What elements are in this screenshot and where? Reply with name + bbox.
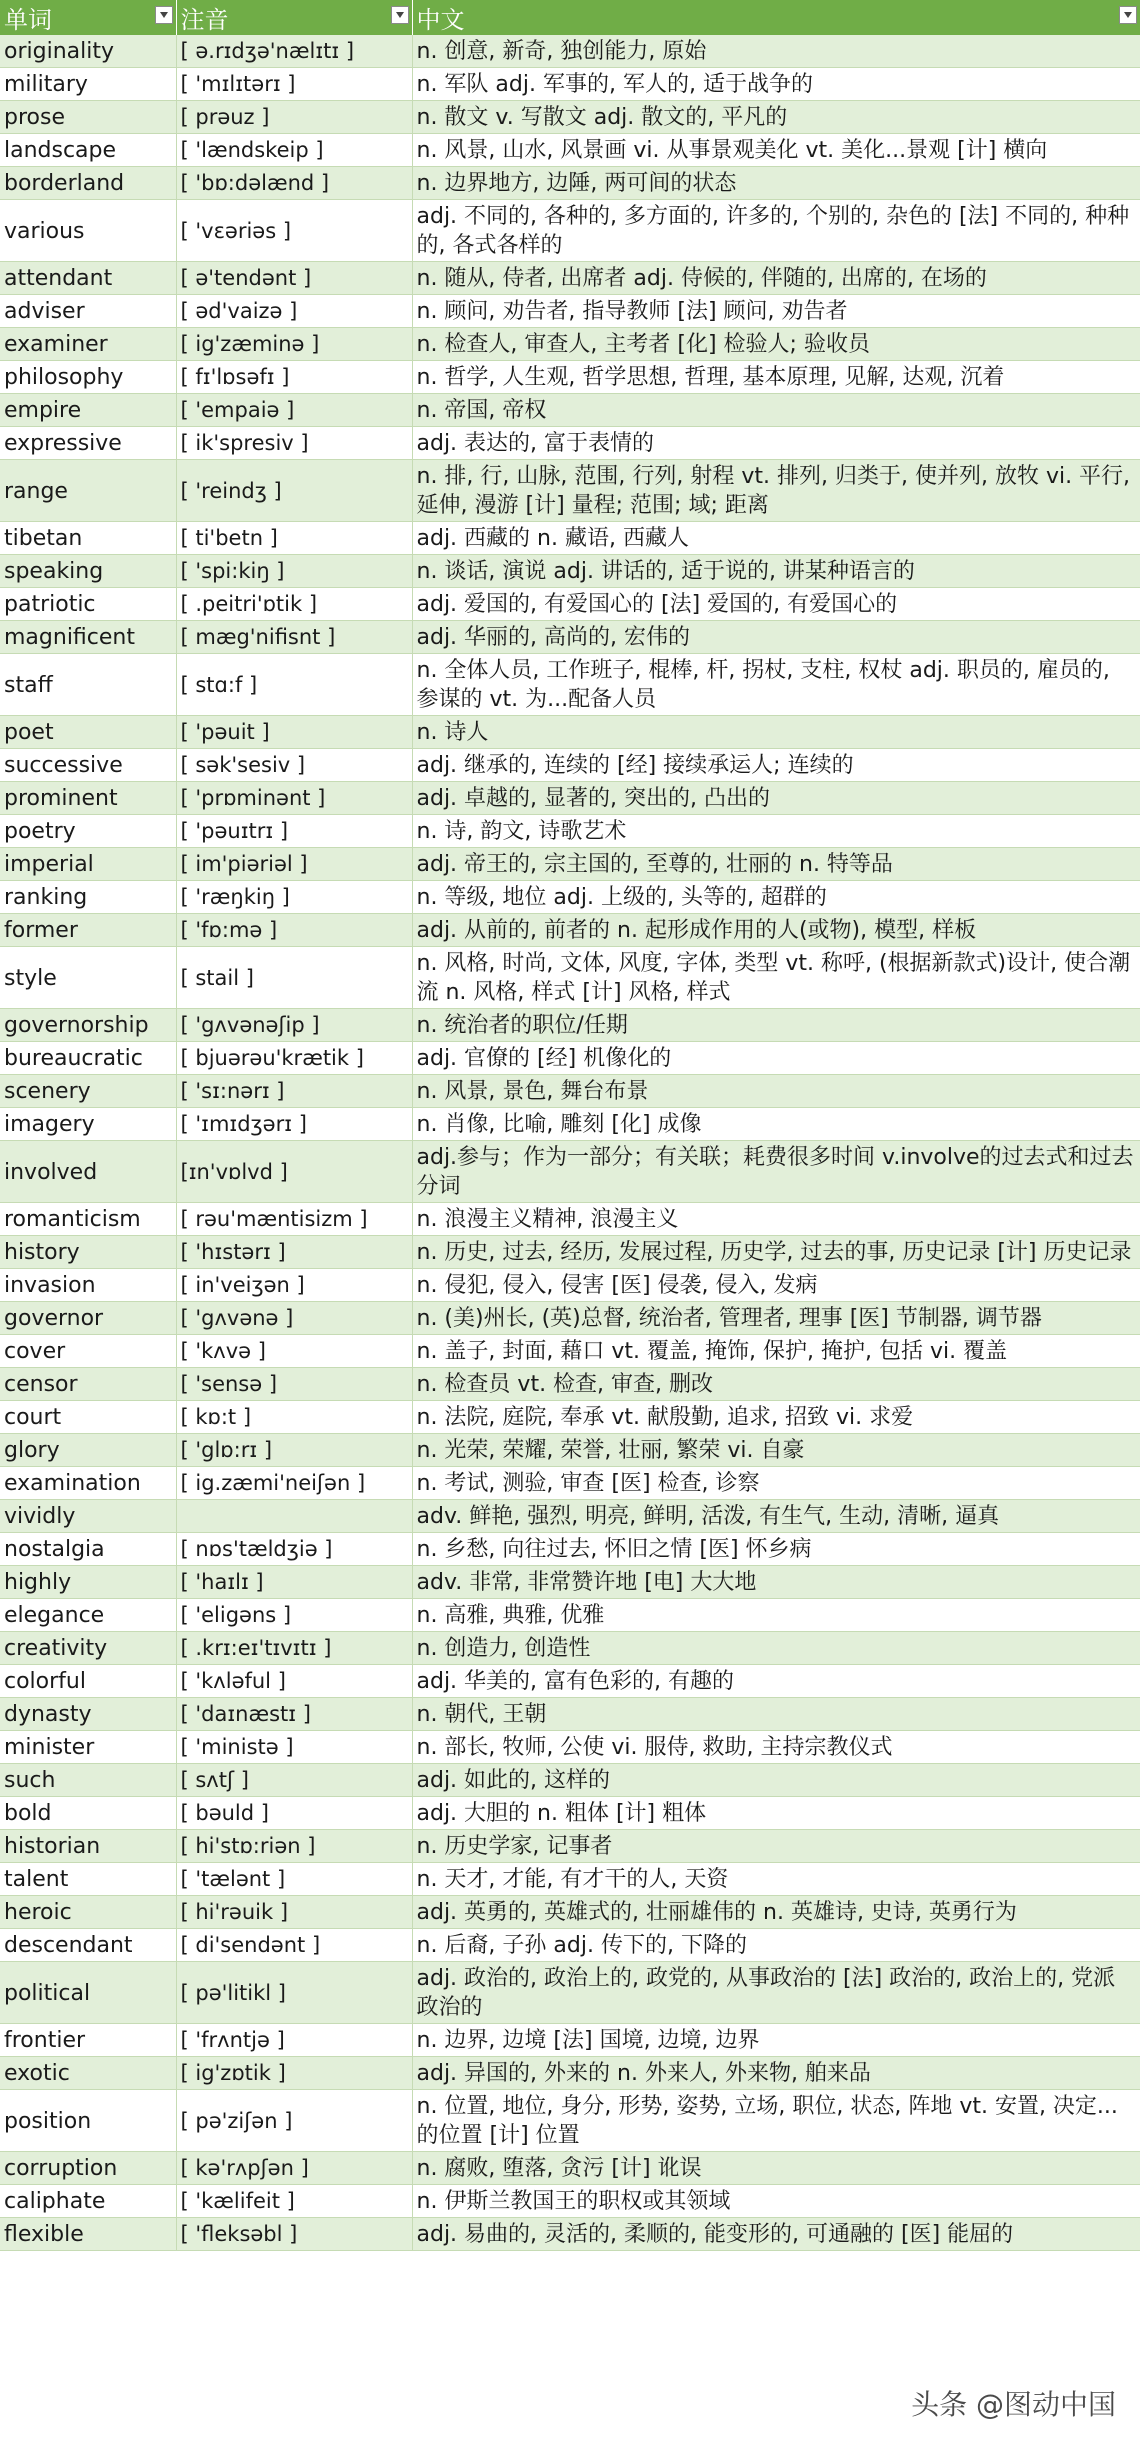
table-row [0,35,1140,68]
cell-word[interactable]: various [0,200,176,262]
cell-word[interactable]: frontier [0,2024,176,2057]
table-row [0,1533,1140,1566]
cell-pronunciation[interactable]: [ bəuld ] [176,1797,412,1830]
table-row [0,1368,1140,1401]
cell-meaning[interactable]: n. 军队 adj. 军事的, 军人的, 适于战争的 [412,68,1140,101]
cell-meaning[interactable]: adj. 不同的, 各种的, 多方面的, 许多的, 个别的, 杂色的 [法] 不同的, 种种的, 各式各样的 [412,200,1140,262]
table-row [0,394,1140,427]
table-row [0,1797,1140,1830]
table-row [0,1236,1140,1269]
table-row [0,134,1140,167]
cell-word[interactable]: elegance [0,1599,176,1632]
cell-word[interactable]: prose [0,101,176,134]
cell-pronunciation[interactable]: [ 'fleksəbl ] [176,2218,412,2251]
cell-word[interactable]: invasion [0,1269,176,1302]
cell-pronunciation[interactable]: [ 'prɒminənt ] [176,782,412,815]
cell-pronunciation[interactable]: [ sək'sesiv ] [176,749,412,782]
cell-meaning[interactable]: n. 风景, 景色, 舞台布景 [412,1075,1140,1108]
cell-word[interactable]: involved [0,1141,176,1203]
table-row [0,295,1140,328]
cell-word[interactable]: philosophy [0,361,176,394]
cell-pronunciation[interactable]: [ ə'tendənt ] [176,262,412,295]
cell-meaning[interactable]: adj. 帝王的, 宗主国的, 至尊的, 壮丽的 n. 特等品 [412,848,1140,881]
cell-word[interactable]: borderland [0,167,176,200]
cell-meaning[interactable]: n. 创造力, 创造性 [412,1632,1140,1665]
cell-meaning[interactable]: n. 高雅, 典雅, 优雅 [412,1599,1140,1632]
filter-dropdown-icon[interactable] [391,6,409,24]
filter-dropdown-icon[interactable] [1119,6,1137,24]
cell-pronunciation[interactable] [176,1500,412,1533]
cell-pronunciation[interactable]: [ .peitri'ɒtik ] [176,588,412,621]
table-row [0,2057,1140,2090]
cell-meaning[interactable]: n. 腐败, 堕落, 贪污 [计] 讹误 [412,2152,1140,2185]
table-row [0,1698,1140,1731]
cell-meaning[interactable]: n. 天才, 才能, 有才干的人, 天资 [412,1863,1140,1896]
cell-meaning[interactable]: n. 朝代, 王朝 [412,1698,1140,1731]
cell-word[interactable]: nostalgia [0,1533,176,1566]
cell-pronunciation[interactable]: [ 'spi:kiŋ ] [176,555,412,588]
cell-pronunciation[interactable]: [ 'sensə ] [176,1368,412,1401]
cell-word[interactable]: romanticism [0,1203,176,1236]
cell-meaning[interactable]: adj. 卓越的, 显著的, 突出的, 凸出的 [412,782,1140,815]
cell-pronunciation[interactable]: [ ti'betn ] [176,522,412,555]
cell-meaning[interactable]: n. 浪漫主义精神, 浪漫主义 [412,1203,1140,1236]
cell-pronunciation[interactable]: [ ig'zɒtik ] [176,2057,412,2090]
cell-meaning[interactable]: adj.参与；作为一部分；有关联；耗费很多时间 v.involve的过去式和过去分词 [412,1141,1140,1203]
cell-word[interactable]: dynasty [0,1698,176,1731]
cell-word[interactable]: style [0,947,176,1009]
cell-word[interactable]: talent [0,1863,176,1896]
cell-word[interactable]: speaking [0,555,176,588]
cell-word[interactable]: magnificent [0,621,176,654]
cell-pronunciation[interactable]: [ 'haɪlɪ ] [176,1566,412,1599]
cell-word[interactable]: historian [0,1830,176,1863]
table-row [0,1731,1140,1764]
table-row [0,2218,1140,2251]
cell-meaning[interactable]: n. 考试, 测验, 审查 [医] 检查, 诊察 [412,1467,1140,1500]
cell-meaning[interactable]: adj. 大胆的 n. 粗体 [计] 粗体 [412,1797,1140,1830]
cell-word[interactable]: highly [0,1566,176,1599]
cell-word[interactable]: corruption [0,2152,176,2185]
cell-pronunciation[interactable]: [ 'lændskeip ] [176,134,412,167]
cell-word[interactable]: colorful [0,1665,176,1698]
cell-word[interactable]: poet [0,716,176,749]
table-row [0,1042,1140,1075]
cell-meaning[interactable]: n. 检查员 vt. 检查, 审查, 删改 [412,1368,1140,1401]
header-word [0,0,176,35]
cell-meaning[interactable]: n. 侵犯, 侵入, 侵害 [医] 侵袭, 侵入, 发病 [412,1269,1140,1302]
cell-meaning[interactable]: n. 历史学家, 记事者 [412,1830,1140,1863]
cell-pronunciation[interactable]: [ 'glɒ:rɪ ] [176,1434,412,1467]
cell-word[interactable]: military [0,68,176,101]
cell-pronunciation[interactable]: [ kə'rʌpʃən ] [176,2152,412,2185]
cell-word[interactable]: flexible [0,2218,176,2251]
cell-pronunciation[interactable]: [ ig.zæmi'neiʃən ] [176,1467,412,1500]
table-body [0,35,1140,2251]
cell-pronunciation[interactable]: [ 'sɪ:nərɪ ] [176,1075,412,1108]
cell-pronunciation[interactable]: [ hi'stɒ:riən ] [176,1830,412,1863]
cell-meaning[interactable]: n. 统治者的职位/任期 [412,1009,1140,1042]
cell-pronunciation[interactable]: [ 'vɛəriəs ] [176,200,412,262]
cell-word[interactable]: expressive [0,427,176,460]
cell-pronunciation[interactable]: [ 'eligəns ] [176,1599,412,1632]
cell-word[interactable]: court [0,1401,176,1434]
cell-meaning[interactable]: n. 法院, 庭院, 奉承 vt. 献殷勤, 追求, 招致 vi. 求爱 [412,1401,1140,1434]
cell-word[interactable]: censor [0,1368,176,1401]
cell-pronunciation[interactable]: [ 'kʌləful ] [176,1665,412,1698]
cell-word[interactable]: such [0,1764,176,1797]
cell-word[interactable]: empire [0,394,176,427]
cell-meaning[interactable]: adj. 华美的, 富有色彩的, 有趣的 [412,1665,1140,1698]
cell-pronunciation[interactable]: [ 'gʌvənəʃip ] [176,1009,412,1042]
table-row [0,460,1140,522]
cell-word[interactable]: caliphate [0,2185,176,2218]
cell-meaning[interactable]: n. 光荣, 荣耀, 荣誉, 壮丽, 繁荣 vi. 自豪 [412,1434,1140,1467]
table-row [0,848,1140,881]
cell-pronunciation[interactable]: [ ig'zæminə ] [176,328,412,361]
cell-pronunciation[interactable]: [ sʌtʃ ] [176,1764,412,1797]
cell-pronunciation[interactable]: [ 'hɪstərɪ ] [176,1236,412,1269]
table-row [0,1009,1140,1042]
table-row [0,815,1140,848]
cell-meaning[interactable]: adj. 表达的, 富于表情的 [412,427,1140,460]
cell-pronunciation[interactable]: [ 'tælənt ] [176,1863,412,1896]
cell-meaning[interactable]: adj. 爱国的, 有爱国心的 [法] 爱国的, 有爱国心的 [412,588,1140,621]
table-row [0,1141,1140,1203]
cell-word[interactable]: originality [0,35,176,68]
cell-pronunciation[interactable]: [ 'kælifeit ] [176,2185,412,2218]
cell-pronunciation[interactable]: [ di'sendənt ] [176,1929,412,1962]
cell-meaning[interactable]: adj. 异国的, 外来的 n. 外来人, 外来物, 舶来品 [412,2057,1140,2090]
cell-pronunciation[interactable]: [ɪn'vɒlvd ] [176,1141,412,1203]
table-row [0,361,1140,394]
cell-word[interactable]: scenery [0,1075,176,1108]
cell-word[interactable]: bold [0,1797,176,1830]
cell-meaning[interactable]: n. 排, 行, 山脉, 范围, 行列, 射程 vt. 排列, 归类于, 使并列, 放牧 vi. 平行, 延伸, 漫游 [计] 量程; 范围; 域; 距离 [412,460,1140,522]
cell-word[interactable]: tibetan [0,522,176,555]
cell-pronunciation[interactable]: [ 'ræŋkiŋ ] [176,881,412,914]
cell-pronunciation[interactable]: [ 'bɒ:dəlænd ] [176,167,412,200]
table-row [0,262,1140,295]
cell-meaning[interactable]: n. 散文 v. 写散文 adj. 散文的, 平凡的 [412,101,1140,134]
table-row [0,555,1140,588]
cell-word[interactable]: imperial [0,848,176,881]
cell-pronunciation[interactable]: [ pə'litikl ] [176,1962,412,2024]
cell-meaning[interactable]: n. 创意, 新奇, 独创能力, 原始 [412,35,1140,68]
table-row [0,716,1140,749]
table-row [0,914,1140,947]
cell-meaning[interactable]: n. 边界地方, 边陲, 两可间的状态 [412,167,1140,200]
cell-pronunciation[interactable]: [ 'frʌntjə ] [176,2024,412,2057]
table-row [0,1467,1140,1500]
table-row [0,1863,1140,1896]
table-row [0,167,1140,200]
filter-dropdown-icon[interactable] [155,6,173,24]
cell-word[interactable]: vividly [0,1500,176,1533]
cell-meaning[interactable]: adj. 官僚的 [经] 机像化的 [412,1042,1140,1075]
cell-meaning[interactable]: n. 盖子, 封面, 藉口 vt. 覆盖, 掩饰, 保护, 掩护, 包括 vi. 覆盖 [412,1335,1140,1368]
cell-word[interactable]: exotic [0,2057,176,2090]
header-meaning [412,0,1140,35]
cell-word[interactable]: history [0,1236,176,1269]
cell-meaning[interactable]: n. 部长, 牧师, 公使 vi. 服侍, 救助, 主持宗教仪式 [412,1731,1140,1764]
table-row [0,427,1140,460]
cell-meaning[interactable]: adj. 英勇的, 英雄式的, 壮丽雄伟的 n. 英雄诗, 史诗, 英勇行为 [412,1896,1140,1929]
cell-pronunciation[interactable]: [ ə.rɪdʒə'nælɪtɪ ] [176,35,412,68]
cell-meaning[interactable]: adj. 从前的, 前者的 n. 起形成作用的人(或物), 模型, 样板 [412,914,1140,947]
cell-pronunciation[interactable]: [ 'daɪnæstɪ ] [176,1698,412,1731]
table-row [0,881,1140,914]
table-row [0,1830,1140,1863]
cell-word[interactable]: examination [0,1467,176,1500]
cell-meaning[interactable]: n. 肖像, 比喻, 雕刻 [化] 成像 [412,1108,1140,1141]
cell-word[interactable]: range [0,460,176,522]
cell-word[interactable]: examiner [0,328,176,361]
cell-pronunciation[interactable]: [ pə'ziʃən ] [176,2090,412,2152]
cell-pronunciation[interactable]: [ stɑ:f ] [176,654,412,716]
cell-meaning[interactable]: n. 谈话, 演说 adj. 讲话的, 适于说的, 讲某种语言的 [412,555,1140,588]
cell-word[interactable]: minister [0,1731,176,1764]
header-pronunciation-label: 注音 [180,6,229,34]
cell-meaning[interactable]: n. 伊斯兰教国王的职权或其领域 [412,2185,1140,2218]
table-row [0,1632,1140,1665]
cell-meaning[interactable]: adj. 如此的, 这样的 [412,1764,1140,1797]
cell-meaning[interactable]: n. 顾问, 劝告者, 指导教师 [法] 顾问, 劝告者 [412,295,1140,328]
cell-meaning[interactable]: n. 帝国, 帝权 [412,394,1140,427]
cell-word[interactable]: attendant [0,262,176,295]
table-row [0,1108,1140,1141]
table-row [0,1500,1140,1533]
cell-meaning[interactable]: n. 全体人员, 工作班子, 棍棒, 杆, 拐杖, 支柱, 权杖 adj. 职员的, 雇员的, 参谋的 vt. 为...配备人员 [412,654,1140,716]
table-row [0,1203,1140,1236]
table-row [0,947,1140,1009]
table-row [0,328,1140,361]
cell-pronunciation[interactable]: [ rəu'mæntisizm ] [176,1203,412,1236]
header-word-label: 单词 [4,6,52,34]
cell-pronunciation[interactable]: [ əd'vaizə ] [176,295,412,328]
cell-pronunciation[interactable]: [ 'pəuit ] [176,716,412,749]
cell-word[interactable]: bureaucratic [0,1042,176,1075]
table-row [0,1335,1140,1368]
table-row [0,1269,1140,1302]
table-row [0,1962,1140,2024]
cell-word[interactable]: glory [0,1434,176,1467]
cell-pronunciation[interactable]: [ 'reindʒ ] [176,460,412,522]
cell-meaning[interactable]: n. 诗, 韵文, 诗歌艺术 [412,815,1140,848]
cell-meaning[interactable]: n. 诗人 [412,716,1140,749]
cell-pronunciation[interactable]: [ 'ɪmɪdʒərɪ ] [176,1108,412,1141]
cell-pronunciation[interactable]: [ in'veiʒən ] [176,1269,412,1302]
cell-pronunciation[interactable]: [ fɪ'lɒsəfɪ ] [176,361,412,394]
cell-word[interactable]: prominent [0,782,176,815]
cell-pronunciation[interactable]: [ mæg'nifisnt ] [176,621,412,654]
cell-word[interactable]: cover [0,1335,176,1368]
cell-meaning[interactable]: n. 位置, 地位, 身分, 形势, 姿势, 立场, 职位, 状态, 阵地 vt. 安置, 决定...的位置 [计] 位置 [412,2090,1140,2152]
table-row [0,2152,1140,2185]
cell-word[interactable]: poetry [0,815,176,848]
cell-pronunciation[interactable]: [ 'ministə ] [176,1731,412,1764]
cell-pronunciation[interactable]: [ 'mɪlɪtərɪ ] [176,68,412,101]
cell-meaning[interactable]: adj. 政治的, 政治上的, 政党的, 从事政治的 [法] 政治的, 政治上的, 党派政治的 [412,1962,1140,2024]
cell-word[interactable]: creativity [0,1632,176,1665]
cell-meaning[interactable]: n. 哲学, 人生观, 哲学思想, 哲理, 基本原理, 见解, 达观, 沉着 [412,361,1140,394]
table-row [0,749,1140,782]
cell-pronunciation[interactable]: [ 'pəuɪtrɪ ] [176,815,412,848]
cell-word[interactable]: descendant [0,1929,176,1962]
cell-pronunciation[interactable]: [ ik'spresiv ] [176,427,412,460]
cell-pronunciation[interactable]: [ bjuərəu'krætik ] [176,1042,412,1075]
cell-meaning[interactable]: n. 等级, 地位 adj. 上级的, 头等的, 超群的 [412,881,1140,914]
cell-meaning[interactable]: adv. 非常, 非常赞许地 [电] 大大地 [412,1566,1140,1599]
cell-pronunciation[interactable]: [ 'fɒ:mə ] [176,914,412,947]
cell-pronunciation[interactable]: [ 'empaiə ] [176,394,412,427]
cell-word[interactable]: position [0,2090,176,2152]
header-meaning-label: 中文 [416,6,465,34]
table-row [0,588,1140,621]
cell-pronunciation[interactable]: [ 'kʌvə ] [176,1335,412,1368]
cell-word[interactable]: imagery [0,1108,176,1141]
table-row [0,522,1140,555]
cell-meaning[interactable]: n. 历史, 过去, 经历, 发展过程, 历史学, 过去的事, 历史记录 [计] 历史记录 [412,1236,1140,1269]
cell-meaning[interactable]: n. 边界, 边境 [法] 国境, 边境, 边界 [412,2024,1140,2057]
cell-word[interactable]: governorship [0,1009,176,1042]
cell-word[interactable]: ranking [0,881,176,914]
cell-word[interactable]: heroic [0,1896,176,1929]
header-row [0,0,1140,35]
table-row [0,1075,1140,1108]
watermark: 头条 @图动中国 [911,2388,1116,2421]
table-row [0,2185,1140,2218]
cell-meaning[interactable]: n. 风格, 时尚, 文体, 风度, 字体, 类型 vt. 称呼, (根据新款式)设计, 使合潮流 n. 风格, 样式 [计] 风格, 样式 [412,947,1140,1009]
cell-meaning[interactable]: n. 随从, 侍者, 出席者 adj. 侍候的, 伴随的, 出席的, 在场的 [412,262,1140,295]
cell-pronunciation[interactable]: [ nɒs'tældʒiə ] [176,1533,412,1566]
table-row [0,1764,1140,1797]
table-row [0,101,1140,134]
table-row [0,1665,1140,1698]
header-pronunciation [176,0,412,35]
table-row [0,200,1140,262]
cell-word[interactable]: landscape [0,134,176,167]
cell-meaning[interactable]: adj. 西藏的 n. 藏语, 西藏人 [412,522,1140,555]
cell-pronunciation[interactable]: [ hi'rəuik ] [176,1896,412,1929]
cell-pronunciation[interactable]: [ .krɪ:eɪ'tɪvɪtɪ ] [176,1632,412,1665]
cell-word[interactable]: governor [0,1302,176,1335]
cell-word[interactable]: staff [0,654,176,716]
table-row [0,1401,1140,1434]
table-row [0,654,1140,716]
cell-word[interactable]: successive [0,749,176,782]
cell-meaning[interactable]: adj. 华丽的, 高尚的, 宏伟的 [412,621,1140,654]
cell-pronunciation[interactable]: [ kɒ:t ] [176,1401,412,1434]
cell-meaning[interactable]: adv. 鲜艳, 强烈, 明亮, 鲜明, 活泼, 有生气, 生动, 清晰, 逼真 [412,1500,1140,1533]
table-row [0,1896,1140,1929]
cell-word[interactable]: former [0,914,176,947]
table-row [0,1302,1140,1335]
table-row [0,1599,1140,1632]
cell-meaning[interactable]: adj. 易曲的, 灵活的, 柔顺的, 能变形的, 可通融的 [医] 能屈的 [412,2218,1140,2251]
cell-meaning[interactable]: n. 后裔, 子孙 adj. 传下的, 下降的 [412,1929,1140,1962]
cell-meaning[interactable]: adj. 继承的, 连续的 [经] 接续承运人; 连续的 [412,749,1140,782]
table-row [0,1929,1140,1962]
table-row [0,1434,1140,1467]
cell-meaning[interactable]: n. 风景, 山水, 风景画 vi. 从事景观美化 vt. 美化...景观 [计] 横向 [412,134,1140,167]
table-row [0,2090,1140,2152]
table-row [0,782,1140,815]
cell-word[interactable]: political [0,1962,176,2024]
cell-word[interactable]: adviser [0,295,176,328]
table-row [0,68,1140,101]
cell-word[interactable]: patriotic [0,588,176,621]
cell-pronunciation[interactable]: [ prəuz ] [176,101,412,134]
table-row [0,2024,1140,2057]
table-row [0,1566,1140,1599]
cell-meaning[interactable]: n. 检查人, 审查人, 主考者 [化] 检验人; 验收员 [412,328,1140,361]
cell-pronunciation[interactable]: [ stail ] [176,947,412,1009]
cell-meaning[interactable]: n. (美)州长, (英)总督, 统治者, 管理者, 理事 [医] 节制器, 调节器 [412,1302,1140,1335]
cell-pronunciation[interactable]: [ im'piəriəl ] [176,848,412,881]
table-row [0,621,1140,654]
cell-meaning[interactable]: n. 乡愁, 向往过去, 怀旧之情 [医] 怀乡病 [412,1533,1140,1566]
cell-pronunciation[interactable]: [ 'gʌvənə ] [176,1302,412,1335]
